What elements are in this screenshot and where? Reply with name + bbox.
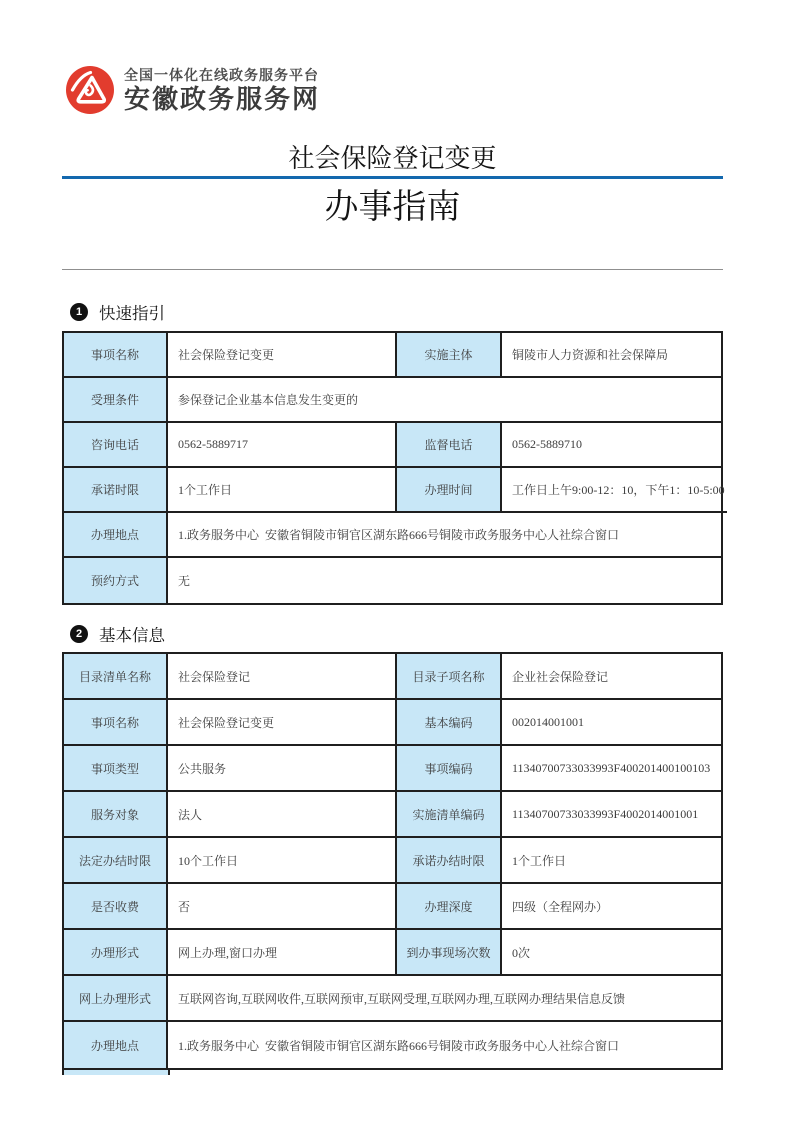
clipped-next-row	[62, 1070, 170, 1075]
row-value: 1.政务服务中心 安徽省铜陵市铜官区湖东路666号铜陵市政务服务中心人社综合窗口	[178, 1038, 620, 1053]
table-row	[64, 792, 721, 838]
row-label: 目录清单名称	[64, 654, 168, 700]
row-value: 10个工作日	[168, 838, 397, 884]
row-value: 无	[178, 574, 191, 588]
row-value: 否	[168, 884, 397, 930]
row-value: 互联网咨询,互联网收件,互联网预审,互联网受理,互联网办理,互联网办理结果信息反馈	[168, 976, 721, 1022]
row-label: 监督电话	[397, 423, 502, 468]
row-value: 社会保险登记变更	[168, 333, 397, 378]
row-value: 0562-5889710	[502, 423, 721, 468]
row-label: 法定办结时限	[64, 838, 168, 884]
table-row	[64, 333, 721, 378]
row-label: 办理深度	[397, 884, 502, 930]
row-label: 预约方式	[64, 558, 168, 603]
row-value: 公共服务	[168, 746, 397, 792]
table-row	[64, 700, 721, 746]
row-value: 工作日上午9:00-12：10，下午1：10-5:00	[502, 468, 727, 513]
row-value: 网上办理,窗口办理	[168, 930, 397, 976]
row-value: 1.政务服务中心 安徽省铜陵市铜官区湖东路666号铜陵市政务服务中心人社综合窗口	[168, 513, 721, 558]
document-body	[62, 0, 723, 1122]
row-value: 铜陵市人力资源和社会保障局	[502, 333, 721, 378]
row-label: 实施清单编码	[397, 792, 502, 838]
table-row	[64, 884, 721, 930]
table-row	[64, 513, 721, 558]
row-label: 受理条件	[64, 378, 168, 423]
section-number-badge: 1	[70, 303, 88, 321]
table-row	[64, 746, 721, 792]
row-label: 事项名称	[64, 700, 168, 746]
row-label: 到办事现场次数	[397, 930, 502, 976]
row-label: 基本编码	[397, 700, 502, 746]
section-title: 快速指引	[99, 304, 165, 323]
table-row	[64, 838, 721, 884]
table-row	[64, 1022, 721, 1068]
row-label: 实施主体	[397, 333, 502, 378]
row-value: 社会保险登记	[168, 654, 397, 700]
row-label: 服务对象	[64, 792, 168, 838]
table-row	[64, 976, 721, 1022]
table-row	[64, 558, 721, 603]
table-row	[64, 378, 721, 423]
row-label: 办理时间	[397, 468, 502, 513]
row-value: 社会保险登记变更	[168, 700, 397, 746]
row-value: 0次	[502, 930, 721, 976]
row-value: 11340700733033993F4002014001001	[502, 792, 721, 838]
platform-name: 全国一体化在线政务服务平台	[124, 66, 319, 83]
row-value: 002014001001	[502, 700, 721, 746]
basic-info-table	[62, 652, 723, 1070]
section-quick-guide-header	[70, 300, 165, 324]
section-number-badge: 2	[70, 625, 88, 643]
row-label: 是否收费	[64, 884, 168, 930]
row-value: 0562-5889717	[168, 423, 397, 468]
row-label: 承诺办结时限	[397, 838, 502, 884]
row-label: 办理地点	[64, 513, 168, 558]
row-value: 四级（全程网办）	[502, 884, 721, 930]
row-label: 办理地点	[64, 1022, 168, 1068]
table-row	[64, 654, 721, 700]
quick-guide-table	[62, 331, 723, 605]
row-label: 事项类型	[64, 746, 168, 792]
row-label: 承诺时限	[64, 468, 168, 513]
row-label: 事项名称	[64, 333, 168, 378]
table-row	[64, 930, 721, 976]
row-label: 咨询电话	[64, 423, 168, 468]
blue-divider	[62, 176, 723, 179]
table-row	[64, 423, 721, 468]
row-label: 办理形式	[64, 930, 168, 976]
row-label: 网上办理形式	[64, 976, 168, 1022]
row-value: 11340700733033993F400201400100103	[502, 746, 721, 792]
row-value: 法人	[168, 792, 397, 838]
table-row	[64, 468, 725, 513]
row-value: 企业社会保险登记	[502, 654, 721, 700]
page-title: 办事指南	[324, 189, 461, 226]
row-value: 参保登记企业基本信息发生变更的	[168, 378, 721, 423]
row-value: 1个工作日	[168, 468, 397, 513]
service-item-title: 社会保险登记变更	[288, 144, 497, 173]
row-value: 1个工作日	[502, 838, 721, 884]
section-title: 基本信息	[99, 626, 165, 645]
site-name: 安徽政务服务网	[124, 83, 321, 114]
section-basic-info-header	[70, 622, 165, 646]
row-label: 目录子项名称	[397, 654, 502, 700]
row-label: 事项编码	[397, 746, 502, 792]
gray-divider	[62, 269, 723, 270]
